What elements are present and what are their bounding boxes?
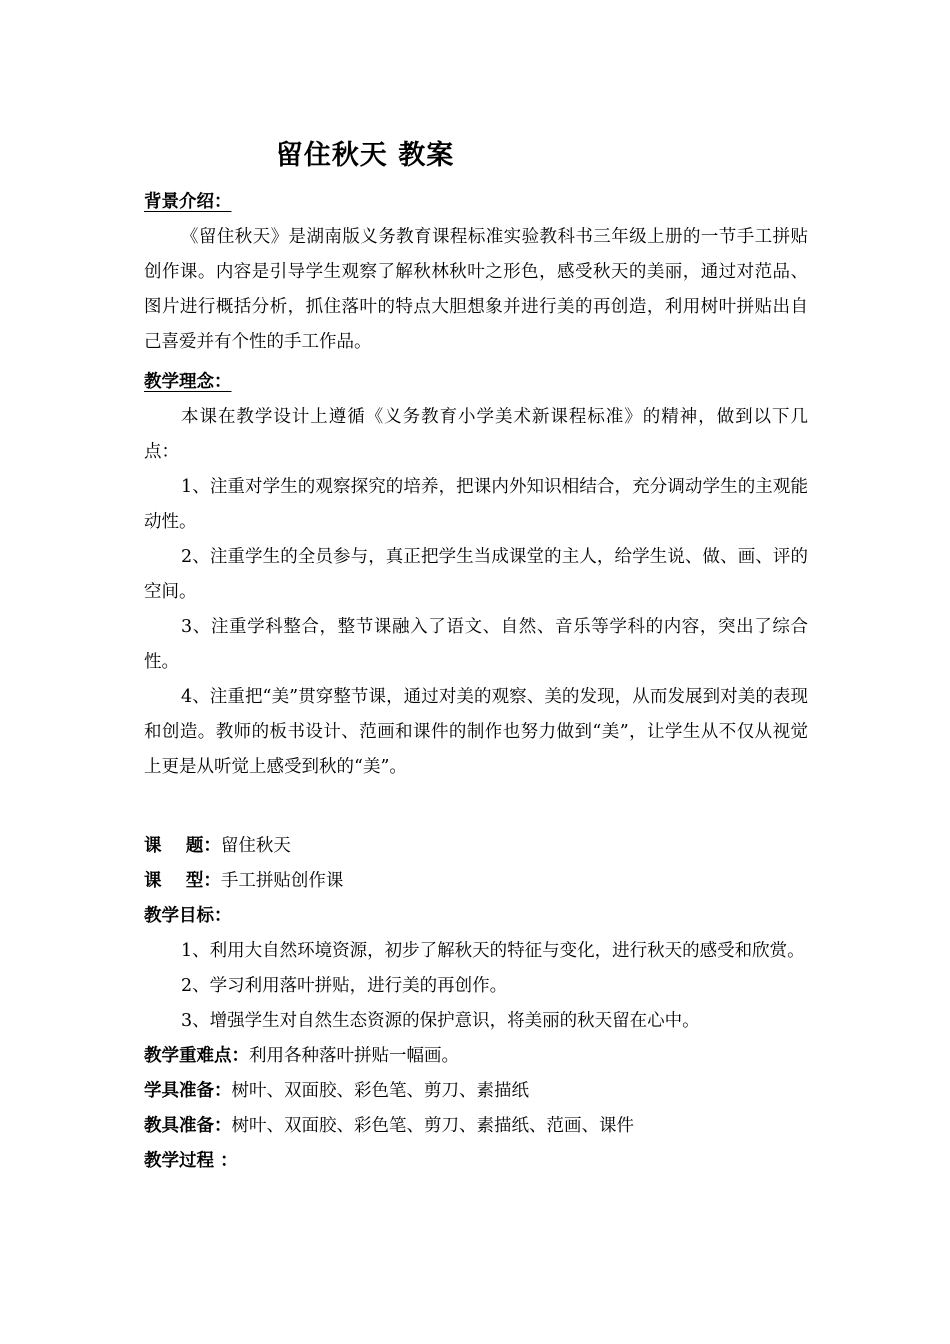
goals-heading: 教学目标： — [144, 906, 232, 926]
philosophy-point: 2、注重学生的全员参与，真正把学生当成课堂的主人，给学生说、做、画、评的空间。 — [144, 547, 808, 602]
teacher-tools-value: 树叶、双面胶、彩色笔、剪刀、素描纸、范画、课件 — [231, 1116, 634, 1136]
type-row — [144, 864, 808, 899]
keypoint-row — [144, 1039, 808, 1074]
type-value: 手工拼贴创作课 — [220, 871, 344, 891]
keypoint-label: 教学重难点： — [144, 1046, 249, 1066]
student-tools-label: 学具准备： — [144, 1081, 232, 1101]
document-title: 留住秋天 教案 — [275, 140, 455, 171]
goal-item: 2、学习利用落叶拼贴，进行美的再创作。 — [181, 976, 508, 996]
philosophy-point: 3、注重学科整合，整节课融入了语文、自然、音乐等学科的内容，突出了综合性。 — [144, 617, 808, 672]
process-heading: 教学过程 ： — [144, 1151, 238, 1171]
background-text: 《留住秋天》是湖南版义务教育课程标准实验教科书三年级上册的一节手工拼贴创作课。内容是引导学生观察了解秋林秋叶之形色，感受秋天的美丽，通过对范品、图片进行概括分析，抓住落叶的特点大胆想象并进行美的再创造，利用树叶拼贴出自己喜爱并有个性的手工作品。 — [144, 227, 808, 352]
teacher-tools-label: 教具准备： — [144, 1116, 232, 1136]
philosophy-point: 1、注重对学生的观察探究的培养，把课内外知识相结合，充分调动学生的主观能动性。 — [144, 477, 808, 532]
background-section — [144, 185, 808, 360]
philosophy-point: 4、注重把“美”贯穿整节课，通过对美的观察、美的发现，从而发展到对美的表现和创造。教师的板书设计、范画和课件的制作也努力做到“美”，让学生从不仅从视觉上更是从听觉上感受到秋的“美”。 — [144, 687, 808, 777]
background-heading: 背景介绍： — [144, 192, 232, 212]
topic-value: 留住秋天 — [220, 836, 291, 856]
philosophy-heading: 教学理念： — [144, 372, 232, 392]
lesson-info-section — [144, 829, 808, 1179]
student-tools-row — [144, 1074, 808, 1109]
type-label: 课 型： — [144, 871, 221, 891]
goal-item: 3、增强学生对自然生态资源的保护意识，将美丽的秋天留在心中。 — [181, 1011, 700, 1031]
philosophy-section — [144, 365, 808, 785]
student-tools-value: 树叶、双面胶、彩色笔、剪刀、素描纸 — [231, 1081, 529, 1101]
topic-row — [144, 829, 808, 864]
philosophy-intro: 本课在教学设计上遵循《义务教育小学美术新课程标准》的精神，做到以下几点： — [144, 407, 808, 462]
teacher-tools-row — [144, 1109, 808, 1144]
topic-label: 课 题： — [144, 836, 221, 856]
goal-item: 1、利用大自然环境资源，初步了解秋天的特征与变化，进行秋天的感受和欣赏。 — [181, 941, 805, 961]
keypoint-value: 利用各种落叶拼贴一幅画。 — [249, 1046, 459, 1066]
